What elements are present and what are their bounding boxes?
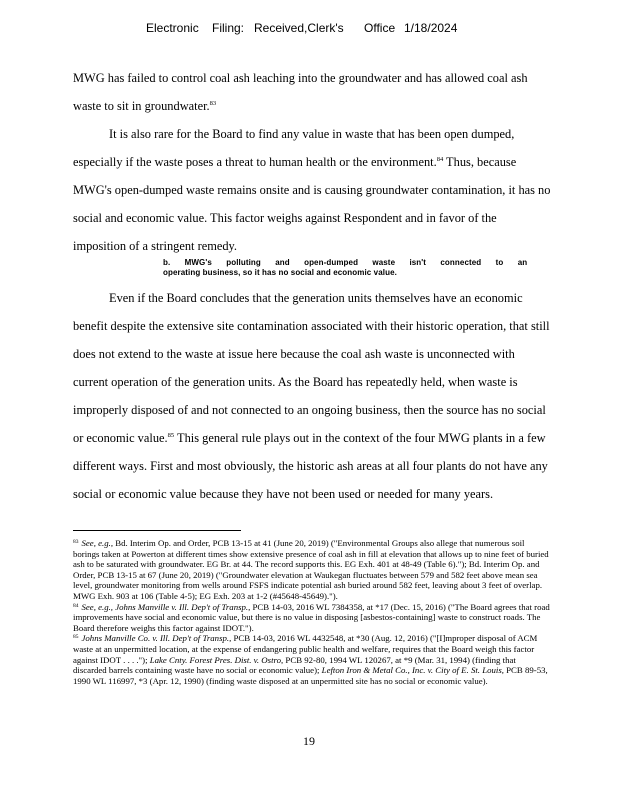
- footnote-83: [73, 538, 551, 602]
- footnote-85: [73, 633, 551, 686]
- footnotes: [73, 538, 551, 686]
- section-heading-line-2: operating business, so it has no social and economic value.: [163, 268, 397, 277]
- paragraph-3: [73, 284, 551, 508]
- footnote-number: 83: [73, 539, 79, 545]
- paragraph-text: This general rule plays out in the context of the four MWG plants in a few different ways. First and most obviously, the historic ash areas at all four plants do not have any social or economic value because they have not been used or needed for many years.: [73, 431, 548, 501]
- paragraph-text: Even if the Board concludes that the generation units themselves have an economic benefit despite the extensive site contamination associated with their historic operation, that still does not extend to the waste at issue here because the coal ash waste is unconnected with current operation of the generation units. As the Board has repeatedly held, when waste is improperly disposed of and not connected to an ongoing business, then the source has no social or economic value.: [73, 291, 550, 445]
- paragraph-2: [73, 120, 551, 260]
- header-received: Received,Clerk's: [254, 21, 344, 35]
- footnote-text: , PCB 14-03, 2016 WL 4432548, at *30 (Aug. 12, 2016) ("[I]mproper disposal of ACM waste at an unpermitted location, at the expense of endangering public health and welfare, requires that the Board weigh this factor against IDOT . . . .");: [73, 633, 538, 665]
- header-filing: Filing:: [212, 21, 245, 35]
- case-name: Lake Cnty. Forest Pres. Dist. v. Ostro: [149, 654, 282, 665]
- case-name: See, e.g., Johns Manville v. Ill. Dep't of Transp.: [81, 601, 249, 612]
- paragraph-text: Thus, because MWG's open-dumped waste remains onsite and is causing groundwater contamination, it has no social and economic value. This factor weighs against Respondent and in favor of the imposition of a stringent remedy.: [73, 155, 551, 253]
- paragraph-text: It is also rare for the Board to find any value in waste that has been open dumped, especially if the waste poses a threat to human health or the environment.: [73, 127, 515, 169]
- case-name: Lefton Iron & Metal Co., Inc. v. City of E. St. Louis: [321, 665, 502, 676]
- header-date: 1/18/2024: [404, 21, 458, 35]
- page-number: 19: [303, 734, 315, 748]
- body-text: [73, 64, 551, 508]
- paragraph-text: MWG has failed to control coal ash leaching into the groundwater and has allowed coal ash waste to sit in groundwater.: [73, 71, 528, 113]
- footnote-ref: 84: [436, 156, 444, 163]
- section-heading-line-1: b. MWG's polluting and open-dumped waste isn't connected to an: [163, 258, 528, 267]
- footnote-text: , PCB 92-80, 1994 WL 120267, at *9 (Mar. 31, 1994) (finding that discarded barrels containing waste have no social or economic value);: [73, 654, 516, 676]
- footnote-ref: 85: [167, 432, 175, 439]
- footnote-number: 85: [73, 634, 79, 641]
- footnote-text: , PCB 14-03, 2016 WL 7384358, at *17 (Dec. 15, 2016) ("The Board agrees that road improvements have social and economic value, but there is no value in disposing [asbestos-containing] waste to construct roads. The Board therefore weighs this factor against IDOT.").: [73, 601, 550, 633]
- footnote-84: [73, 602, 551, 634]
- footnote-ref: 83: [209, 100, 217, 107]
- case-name: Johns Manville Co. v. Ill. Dep't of Transp.: [81, 633, 230, 644]
- header-electronic: Electronic: [146, 21, 199, 35]
- paragraph-1: [73, 64, 551, 120]
- footnote-number: 84: [73, 602, 79, 609]
- footnote-divider: [73, 530, 241, 531]
- signal-see: See, e.g.: [81, 538, 111, 548]
- footnote-text: , PCB 89-53, 1990 WL 116997, *3 (Apr. 12, 1990) (finding waste disposed at an unpermitted site has no social or economic value).: [73, 665, 548, 686]
- section-heading: [73, 258, 551, 278]
- footnote-text: , Bd. Interim Op. and Order, PCB 13-15 at 41 (June 20, 2019) ("Environmental Groups also allege that numerous soil borings taken at Powerton at different times show extensive presence of coal ash in fill at elevation that allows up to nine feet of buried ash to be saturated with groundwater. EG Br. at 44. The record supports this. EG Exh. 401 at 48-49 (Table 6)."); Bd. Interim Op. and Order, PCB 13-15 at 67 (June 20, 2019) ("Groundwater elevation at Waukegan fluctuates between 579 and 582 feet above mean sea level, groundwater monitoring from wells around FSFS indicate potential ash buried around 582 feet, leaving about 3 feet of overlap. MWG Exh. 903 at 106 (Table 4-5); EG Exh. 203 at 1-2 (#45648-45649).").: [73, 538, 549, 601]
- header-office: Office: [364, 21, 396, 35]
